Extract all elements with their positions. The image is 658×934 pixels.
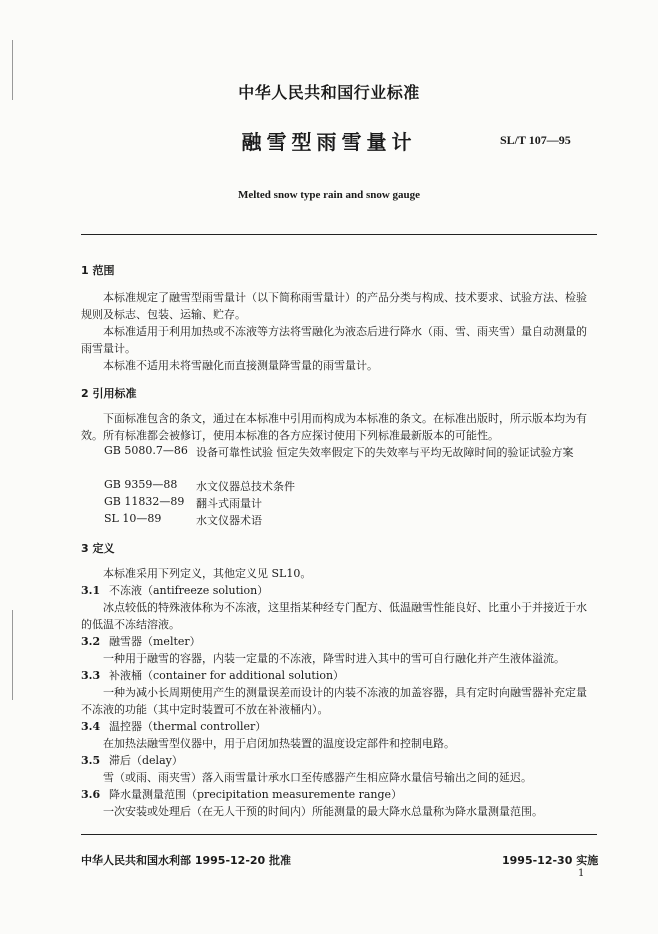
definition-number: 3.1 bbox=[81, 584, 101, 597]
definition-term-text: 补液桶（container for additional solution） bbox=[109, 669, 345, 682]
section-heading-references: 2 引用标准 bbox=[81, 387, 137, 400]
margin-scan-mark bbox=[12, 610, 13, 700]
definition-term-text: 降水量测量范围（precipitation measuremente range） bbox=[109, 788, 403, 801]
definition-term bbox=[81, 582, 268, 598]
reference-title: 水文仪器术语 bbox=[196, 514, 262, 527]
definition-term bbox=[81, 667, 344, 683]
definition-number: 3.6 bbox=[81, 788, 101, 801]
standard-category: 中华人民共和国行业标准 bbox=[238, 83, 420, 102]
paragraph: 本标准不适用未将雪融化而直接测量降雪量的雨雪量计。 bbox=[103, 359, 378, 372]
definition-number: 3.3 bbox=[81, 669, 101, 682]
reference-code: GB 5080.7—86 bbox=[104, 444, 188, 457]
definition-text: 一种用于融雪的容器，内装一定量的不冻液，降雪时进入其中的雪可自行融化并产生液体溢流。 bbox=[103, 652, 565, 665]
definition-term-text: 温控器（thermal controller） bbox=[109, 720, 267, 733]
reference-title: 设备可靠性试验 恒定失效率假定下的失效率与平均无故障时间的验证试验方案 bbox=[196, 446, 574, 459]
definition-number: 3.2 bbox=[81, 635, 101, 648]
definition-term bbox=[81, 786, 402, 802]
footer-divider bbox=[81, 834, 597, 835]
section-heading-scope: 1 范围 bbox=[81, 264, 115, 277]
definition-text: 一种为减小长周期使用产生的测量误差而设计的内装不冻液的加盖容器，具有定时向融雪器补充定量不冻液的功能（其中定时装置可不放在补液桶内）。 bbox=[81, 686, 587, 716]
definition-text: 一次安装或处理后（在无人干预的时间内）所能测量的最大降水总量称为降水量测量范围。 bbox=[103, 805, 543, 818]
definition-number: 3.5 bbox=[81, 754, 101, 767]
page-number: 1 bbox=[578, 868, 585, 879]
definition-term-text: 不冻液（antifreeze solution） bbox=[109, 584, 269, 597]
standard-code: SL/T 107—95 bbox=[500, 133, 571, 147]
paragraph: 本标准采用下列定义，其他定义见 SL10。 bbox=[103, 567, 312, 580]
reference-title: 翻斗式雨量计 bbox=[196, 497, 262, 510]
document-title: 融雪型雨雪量计 bbox=[241, 130, 417, 154]
definition-term bbox=[81, 718, 266, 734]
definition-text: 雪（或雨、雨夹雪）落入雨雪量计承水口至传感器产生相应降水量信号输出之间的延迟。 bbox=[103, 771, 532, 784]
paragraph: 本标准适用于利用加热或不冻液等方法将雪融化为液态后进行降水（雨、雪、雨夹雪）量自动测量的雨雪量计。 bbox=[81, 325, 587, 355]
definition-number: 3.4 bbox=[81, 720, 101, 733]
definition-term bbox=[81, 752, 183, 768]
definition-text: 冰点较低的特殊液体称为不冻液，这里指某种经专门配方、低温融雪性能良好、比重小于并接近于水的低温不冻结溶液。 bbox=[81, 601, 587, 631]
paragraph: 下面标准包含的条文，通过在本标准中引用而构成为本标准的条文。在标准出版时，所示版本均为有效。所有标准都会被修订，使用本标准的各方应探讨使用下列标准最新版本的可能性。 bbox=[81, 412, 587, 442]
definition-term-text: 滞后（delay） bbox=[109, 754, 183, 767]
paragraph: 本标准规定了融雪型雨雪量计（以下简称雨雪量计）的产品分类与构成、技术要求、试验方法、检验规则及标志、包装、运输、贮存。 bbox=[81, 291, 587, 321]
definition-term bbox=[81, 633, 201, 649]
approval-info: 中华人民共和国水利部 1995-12-20 批准 bbox=[81, 854, 292, 867]
section-heading-definitions: 3 定义 bbox=[81, 542, 115, 555]
reference-code: SL 10—89 bbox=[104, 512, 162, 525]
definition-term-text: 融雪器（melter） bbox=[109, 635, 201, 648]
header-divider bbox=[81, 234, 597, 235]
definition-text: 在加热法融雪型仪器中，用于启闭加热装置的温度设定部件和控制电路。 bbox=[103, 737, 455, 750]
english-title: Melted snow type rain and snow gauge bbox=[237, 189, 421, 201]
reference-code: GB 11832—89 bbox=[104, 495, 185, 508]
reference-title: 水文仪器总技术条件 bbox=[196, 480, 295, 493]
reference-code: GB 9359—88 bbox=[104, 478, 178, 491]
effective-date: 1995-12-30 实施 bbox=[502, 854, 599, 867]
